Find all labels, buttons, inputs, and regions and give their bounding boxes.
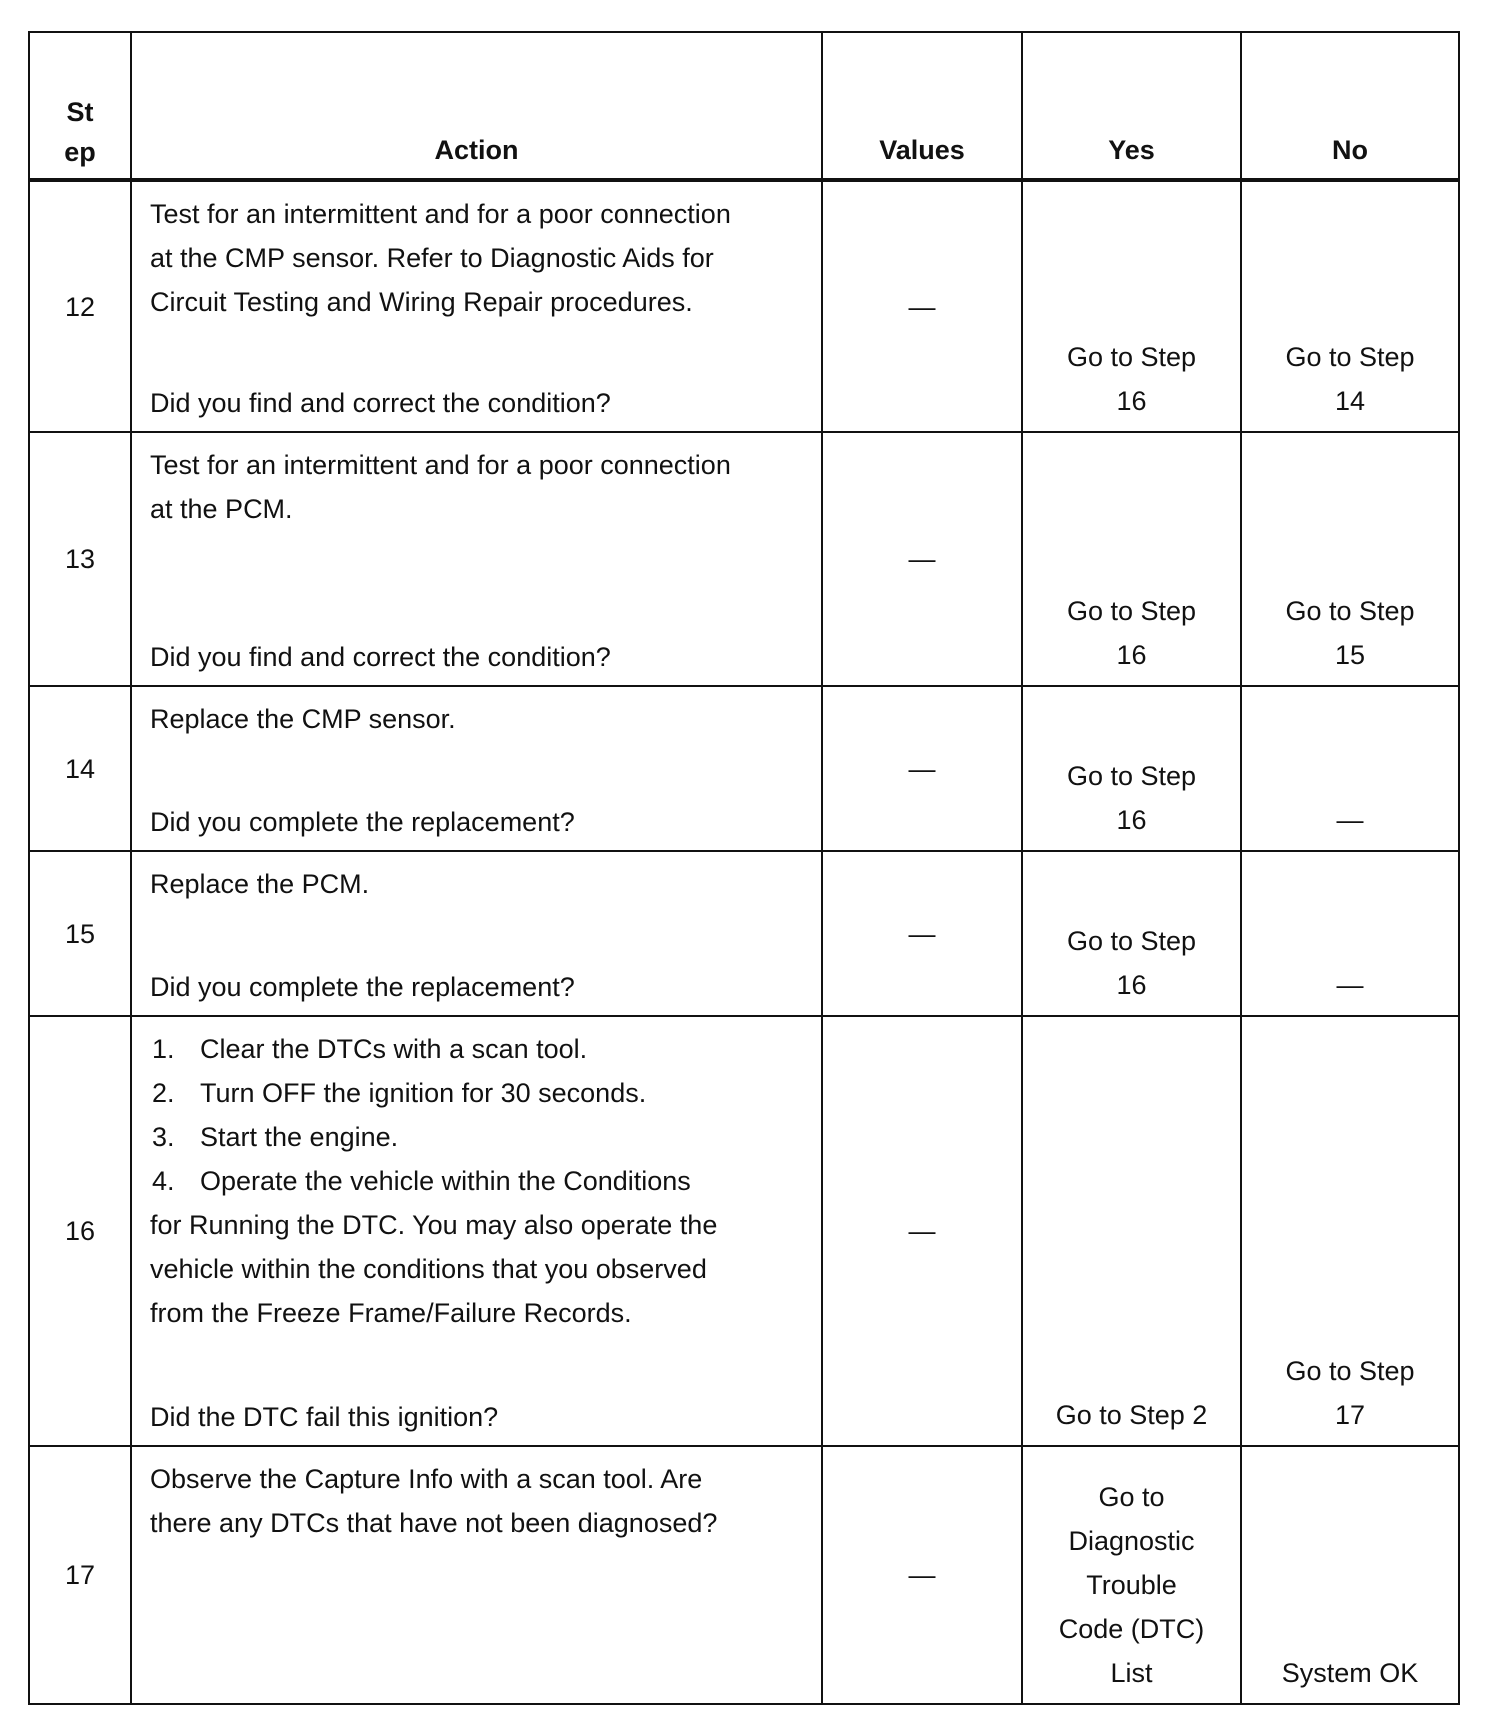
yes-text-line: 16 <box>1116 805 1147 835</box>
yes-text-line: 16 <box>1116 640 1147 670</box>
values-cell: — <box>822 180 1022 432</box>
values-cell: — <box>822 851 1022 1016</box>
action-list-item <box>150 1159 811 1203</box>
no-cell <box>1241 1446 1459 1704</box>
action-cell <box>131 432 822 686</box>
action-question: Did you complete the replacement? <box>150 972 575 1002</box>
no-text-line: — <box>1336 970 1364 1000</box>
step-number: 16 <box>29 1016 131 1446</box>
yes-text-line: List <box>1110 1658 1153 1688</box>
header-step-line1: St <box>66 97 94 127</box>
table-row <box>29 432 1459 686</box>
header-step-line2: ep <box>64 137 96 167</box>
yes-cell <box>1022 180 1241 432</box>
step-number: 12 <box>29 180 131 432</box>
action-list-item <box>150 1071 811 1115</box>
header-yes: Yes <box>1022 32 1241 180</box>
yes-text-line: Go to Step <box>1066 596 1197 626</box>
header-step <box>29 32 131 180</box>
step-number: 17 <box>29 1446 131 1704</box>
yes-text-line: Go to Step <box>1066 761 1197 791</box>
header-values: Values <box>822 32 1022 180</box>
table-row <box>29 1016 1459 1446</box>
action-text-line: at the PCM. <box>150 494 293 524</box>
diagnostic-table <box>28 31 1460 1705</box>
no-cell <box>1241 432 1459 686</box>
no-cell <box>1241 686 1459 851</box>
header-action: Action <box>131 32 822 180</box>
list-item-text: Start the engine. <box>200 1122 399 1152</box>
list-item-number: 2. <box>152 1078 175 1108</box>
action-text-line: vehicle within the conditions that you observed <box>150 1254 707 1284</box>
action-list-item <box>150 1115 811 1159</box>
action-question: Did you complete the replacement? <box>150 807 575 837</box>
no-text-line: System OK <box>1281 1658 1419 1688</box>
action-text-line: there any DTCs that have not been diagnosed? <box>150 1508 718 1538</box>
yes-cell <box>1022 1446 1241 1704</box>
table-row <box>29 686 1459 851</box>
header-no: No <box>1241 32 1459 180</box>
yes-cell <box>1022 1016 1241 1446</box>
action-question: Did you find and correct the condition? <box>150 388 611 418</box>
yes-text-line: Diagnostic <box>1068 1526 1195 1556</box>
action-cell <box>131 1446 822 1704</box>
action-list-item <box>150 1027 811 1071</box>
action-text-line: Circuit Testing and Wiring Repair procedures. <box>150 287 693 317</box>
action-question: Did the DTC fail this ignition? <box>150 1402 499 1432</box>
no-text-line: Go to Step <box>1285 1356 1415 1386</box>
table-row <box>29 1446 1459 1704</box>
yes-text-line: Code (DTC) <box>1058 1614 1205 1644</box>
action-cell <box>131 686 822 851</box>
action-text-line: from the Freeze Frame/Failure Records. <box>150 1298 632 1328</box>
table-row <box>29 851 1459 1016</box>
action-text-line: Replace the PCM. <box>150 869 370 899</box>
yes-text-line: 16 <box>1116 970 1147 1000</box>
action-text-line: Replace the CMP sensor. <box>150 704 456 734</box>
values-cell: — <box>822 1446 1022 1704</box>
no-text-line: Go to Step <box>1285 596 1415 626</box>
action-cell <box>131 1016 822 1446</box>
no-text-line: 15 <box>1334 640 1366 670</box>
step-number: 13 <box>29 432 131 686</box>
action-cell <box>131 180 822 432</box>
no-text-line: 17 <box>1334 1400 1366 1430</box>
list-item-text: Operate the vehicle within the Conditions <box>200 1166 691 1196</box>
no-text-line: — <box>1336 805 1364 835</box>
list-item-number: 4. <box>152 1166 175 1196</box>
no-text-line: Go to Step <box>1285 342 1415 372</box>
action-text-line: Observe the Capture Info with a scan tool. Are <box>150 1464 703 1494</box>
values-cell: — <box>822 686 1022 851</box>
list-item-text: Clear the DTCs with a scan tool. <box>200 1034 588 1064</box>
yes-text-line: Trouble <box>1086 1570 1177 1600</box>
yes-text-line: 16 <box>1116 386 1147 416</box>
yes-text-line: Go to <box>1098 1482 1165 1512</box>
yes-cell <box>1022 432 1241 686</box>
step-number: 14 <box>29 686 131 851</box>
table-row <box>29 180 1459 432</box>
no-text-line: 14 <box>1334 386 1366 416</box>
yes-text-line: Go to Step 2 <box>1055 1400 1208 1430</box>
step-number: 15 <box>29 851 131 1016</box>
list-item-number: 3. <box>152 1122 175 1152</box>
action-text-line: Test for an intermittent and for a poor connection <box>150 450 731 480</box>
action-text-line: at the CMP sensor. Refer to Diagnostic Aids for <box>150 243 714 273</box>
action-question: Did you find and correct the condition? <box>150 642 611 672</box>
yes-cell <box>1022 686 1241 851</box>
no-cell <box>1241 1016 1459 1446</box>
list-item-text: Turn OFF the ignition for 30 seconds. <box>200 1078 647 1108</box>
values-cell: — <box>822 432 1022 686</box>
yes-cell <box>1022 851 1241 1016</box>
yes-text-line: Go to Step <box>1066 342 1197 372</box>
action-text-line: Test for an intermittent and for a poor connection <box>150 199 731 229</box>
values-cell: — <box>822 1016 1022 1446</box>
action-cell <box>131 851 822 1016</box>
list-item-number: 1. <box>152 1034 175 1064</box>
no-cell <box>1241 851 1459 1016</box>
yes-text-line: Go to Step <box>1066 926 1197 956</box>
action-text-line: for Running the DTC. You may also operate the <box>150 1210 718 1240</box>
header-row <box>29 32 1459 180</box>
no-cell <box>1241 180 1459 432</box>
